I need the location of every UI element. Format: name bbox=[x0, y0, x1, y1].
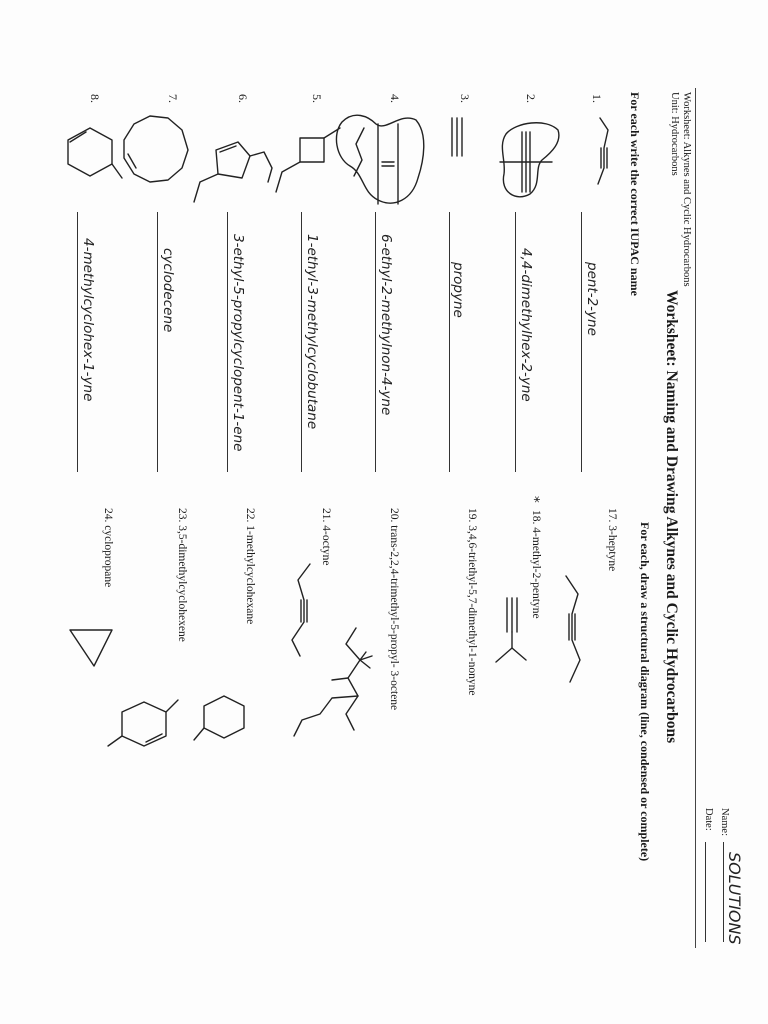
question-17: 17. 3-heptyne bbox=[606, 508, 618, 572]
structure-6 bbox=[182, 112, 278, 220]
answer-line-3 bbox=[449, 212, 450, 472]
structure-21 bbox=[278, 560, 324, 660]
structure-8 bbox=[44, 112, 128, 200]
answer-line-4 bbox=[375, 212, 376, 472]
answer-6: 3-ethyl-5-propylcyclopent-1-ene bbox=[230, 234, 246, 452]
item-number: 8. bbox=[88, 94, 102, 103]
page-title: Worksheet: Naming and Drawing Alkynes and Cyclic Hydrocarbons bbox=[663, 290, 680, 744]
answer-7: cyclodecene bbox=[160, 248, 176, 333]
name-label: Name: bbox=[719, 808, 730, 836]
structure-2 bbox=[486, 112, 570, 212]
answer-5: 1-ethyl-3-methylcyclobutane bbox=[304, 234, 320, 430]
worksheet-label: Worksheet: Alkynes and Cyclic Hydrocarbons bbox=[681, 92, 692, 287]
structure-23 bbox=[98, 690, 188, 778]
name-line bbox=[723, 842, 724, 942]
left-instruction: For each write the correct IUPAC name bbox=[628, 92, 642, 296]
answer-line-5 bbox=[301, 212, 302, 472]
question-19: 19. 3,4,6-triethyl-5,7-dimethyl-1-nonyne bbox=[466, 508, 478, 696]
item-number: 5. bbox=[310, 94, 324, 103]
item-number: 3. bbox=[458, 94, 472, 103]
structure-24 bbox=[52, 622, 118, 682]
mark-18: * bbox=[526, 496, 542, 503]
question-23: 23. 3,5-dimethylcyclohexene bbox=[176, 508, 188, 642]
answer-1: pent-2-yne bbox=[584, 262, 600, 336]
right-instruction: For each, draw a structural diagram (line, condensed or complete) bbox=[638, 522, 652, 862]
question-20: 20. trans-2,2,4-trimethyl-5-propyl- 3-octene bbox=[388, 508, 400, 711]
item-number: 6. bbox=[236, 94, 250, 103]
name-value: SOLUTIONS bbox=[725, 852, 744, 945]
structure-18 bbox=[476, 592, 536, 676]
structure-1 bbox=[578, 112, 618, 192]
answer-line-7 bbox=[157, 212, 158, 472]
answer-3: propyne bbox=[450, 262, 466, 318]
item-number: 7. bbox=[166, 94, 180, 103]
item-number: 4. bbox=[388, 94, 402, 103]
question-24: 24. cyclopropane bbox=[102, 508, 114, 588]
question-21: 21. 4-octyne bbox=[320, 508, 332, 566]
date-line bbox=[705, 842, 706, 942]
header-rule bbox=[695, 88, 696, 948]
answer-8: 4-methylcyclohex-1-yne bbox=[80, 238, 96, 402]
structure-22 bbox=[184, 684, 254, 760]
question-18: 18. 4-methyl-2-pentyne bbox=[530, 510, 542, 619]
unit-label: Unit: Hydrocarbons bbox=[669, 92, 680, 176]
answer-4: 6-ethyl-2-methylnon-4-yne bbox=[378, 234, 394, 416]
answer-line-8 bbox=[77, 212, 78, 472]
item-number: 2. bbox=[524, 94, 538, 103]
structure-17 bbox=[550, 570, 594, 700]
answer-line-2 bbox=[515, 212, 516, 472]
item-number: 1. bbox=[590, 94, 604, 103]
structure-3 bbox=[442, 112, 472, 172]
answer-line-6 bbox=[227, 212, 228, 472]
question-22: 22. 1-methylcyclohexane bbox=[244, 508, 256, 625]
date-label: Date: bbox=[703, 808, 714, 831]
answer-2: 4,4-dimethylhex-2-yne bbox=[518, 248, 534, 402]
answer-line-1 bbox=[581, 212, 582, 472]
